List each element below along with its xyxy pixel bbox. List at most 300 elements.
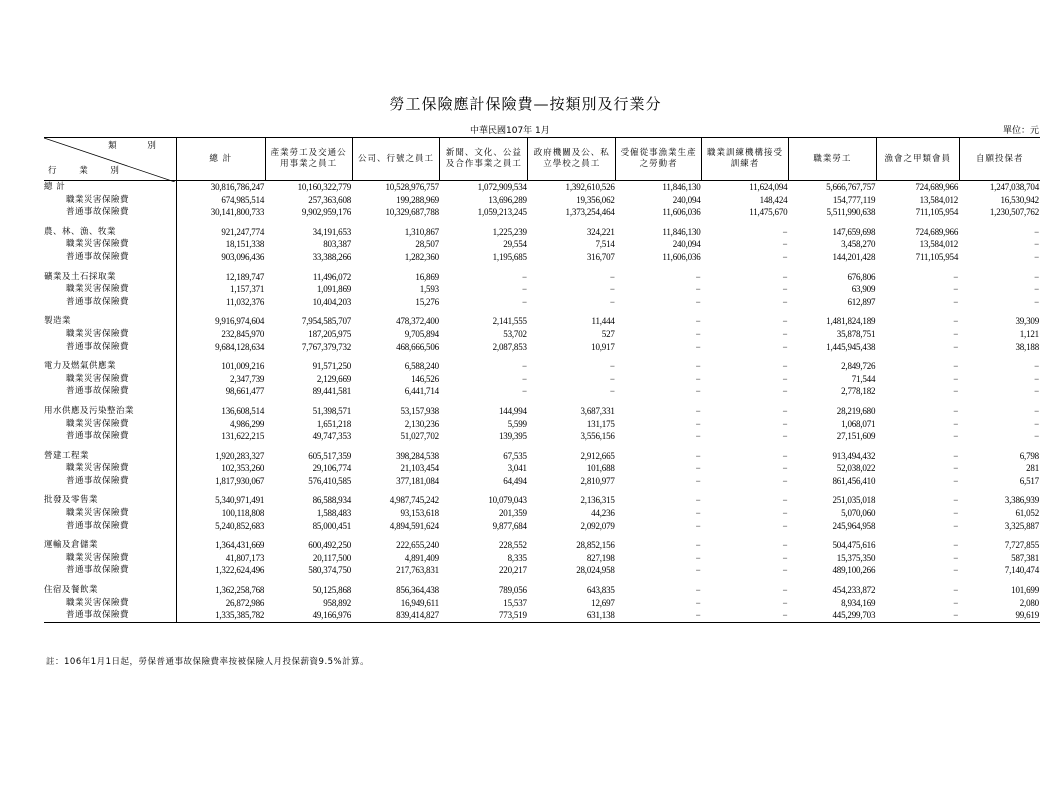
report-title: 勞工保險應計保險費—按類別及行業分 <box>389 95 662 113</box>
value-cell: − <box>695 405 701 416</box>
value-cell: 10,404,203 <box>312 296 352 307</box>
value-cell: 10,079,043 <box>488 495 527 506</box>
premium-type-row <box>44 552 1040 565</box>
spacer-cell <box>528 308 616 315</box>
industry-total-row <box>44 360 1040 373</box>
value-cell: 631,138 <box>528 609 616 622</box>
value-cell: − <box>953 405 959 416</box>
value-cell: 2,141,555 <box>492 316 527 327</box>
row-label: 農、林、漁、牧業 <box>44 226 176 239</box>
value-cell: 187,205,975 <box>308 328 352 339</box>
value-cell: 101,688 <box>586 463 615 474</box>
value-cell: 1,373,254,464 <box>565 207 615 218</box>
value-cell: − <box>1034 284 1039 295</box>
spacer-cell <box>702 532 789 539</box>
value-cell: 101,699 <box>1011 585 1039 596</box>
value-cell: 6,588,240 <box>404 361 439 372</box>
value-cell: 11,444 <box>591 316 615 327</box>
premium-type-row <box>44 430 1040 443</box>
value-cell: − <box>782 597 788 608</box>
row-label: 用水供應及污染整治業 <box>44 405 176 418</box>
value-cell: 3,325,887 <box>1004 520 1039 531</box>
value-cell: − <box>695 386 701 397</box>
value-cell: 6,517 <box>1019 475 1039 486</box>
value-cell: 13,696,289 <box>488 194 527 205</box>
value-cell: − <box>609 361 615 372</box>
spacer-cell <box>616 487 702 494</box>
value-cell: 1,072,909,534 <box>477 182 527 192</box>
spacer-cell <box>440 577 528 584</box>
row-label: 普通事故保險費 <box>44 564 176 577</box>
value-cell: 9,705,894 <box>404 328 439 339</box>
value-cell: 1,068,071 <box>841 418 876 429</box>
value-cell: − <box>782 373 788 384</box>
value-cell: 21,103,454 <box>400 463 439 474</box>
row-label: 職業災害保險費 <box>44 597 176 610</box>
col-header-fishermen-association: 漁會之甲類會員 <box>876 138 959 181</box>
group-spacer <box>44 532 1040 539</box>
value-cell: − <box>953 463 959 474</box>
spacer-cell <box>959 219 1040 226</box>
value-cell: 281 <box>1026 463 1039 474</box>
value-cell: − <box>782 431 788 442</box>
value-cell: − <box>953 431 959 442</box>
premium-type-row <box>44 328 1040 341</box>
value-cell: 199,288,969 <box>396 194 439 205</box>
value-cell: 600,492,250 <box>308 540 352 551</box>
value-cell: 16,530,942 <box>1000 194 1039 205</box>
value-cell: − <box>695 328 701 339</box>
row-label: 職業災害保險費 <box>44 418 176 431</box>
value-cell: 11,475,670 <box>749 207 788 218</box>
spacer-cell <box>876 398 959 405</box>
value-cell: 3,386,939 <box>1004 495 1039 506</box>
row-label: 普通事故保險費 <box>44 206 176 219</box>
value-cell: 131,622,215 <box>221 431 265 442</box>
spacer-cell <box>702 308 789 315</box>
spacer-cell <box>876 219 959 226</box>
value-cell: 86,588,934 <box>312 495 352 506</box>
value-cell: 1,651,218 <box>316 418 352 429</box>
value-cell: 6,798 <box>1019 450 1039 461</box>
spacer-cell <box>616 577 702 584</box>
spacer-cell <box>352 443 440 450</box>
value-cell: 4,891,409 <box>404 552 439 563</box>
value-cell: 4,987,745,242 <box>389 495 439 506</box>
value-cell: 8,335 <box>507 552 527 563</box>
spacer-cell <box>959 308 1040 315</box>
value-cell: 724,689,966 <box>915 182 959 192</box>
spacer-cell <box>265 308 352 315</box>
spacer-cell <box>528 487 616 494</box>
premium-table <box>44 137 1040 623</box>
spacer-cell <box>788 487 876 494</box>
value-cell: − <box>782 316 788 327</box>
spacer-cell <box>528 264 616 271</box>
spacer-cell <box>616 264 702 271</box>
value-cell: − <box>695 495 701 506</box>
premium-type-row <box>44 475 1040 488</box>
unit-label: 單位：元 <box>1002 126 1039 136</box>
value-cell: 1,230,507,762 <box>989 207 1039 218</box>
value-cell: − <box>876 609 959 622</box>
row-label: 職業災害保險費 <box>44 194 176 207</box>
value-cell: − <box>1034 251 1039 262</box>
value-cell: − <box>953 565 959 576</box>
value-cell: − <box>782 508 788 519</box>
spacer-cell <box>788 577 876 584</box>
value-cell: 6,441,714 <box>404 386 439 397</box>
value-cell: 445,299,703 <box>788 609 876 622</box>
value-cell: 89,441,581 <box>312 386 352 397</box>
value-cell: 10,917 <box>591 341 615 352</box>
value-cell: 29,554 <box>503 239 527 250</box>
spacer-cell <box>702 577 789 584</box>
value-cell: 144,201,428 <box>832 251 876 262</box>
value-cell: 131,175 <box>586 418 615 429</box>
value-cell: 50,125,868 <box>312 585 352 596</box>
value-cell: − <box>782 585 788 596</box>
spacer-cell <box>265 532 352 539</box>
value-cell: 724,689,966 <box>915 226 959 237</box>
value-cell: 2,849,726 <box>841 361 876 372</box>
value-cell: 1,157,371 <box>230 284 265 295</box>
value-cell: 11,846,130 <box>662 182 701 192</box>
spacer-cell <box>959 577 1040 584</box>
premium-type-row <box>44 564 1040 577</box>
value-cell: 489,100,266 <box>832 565 876 576</box>
row-label: 普通事故保險費 <box>44 251 176 264</box>
value-cell: 2,129,669 <box>316 373 352 384</box>
value-cell: − <box>695 597 701 608</box>
value-cell: − <box>953 284 959 295</box>
value-cell: − <box>1034 226 1039 237</box>
value-cell: 4,986,299 <box>230 418 265 429</box>
value-cell: 91,571,250 <box>312 361 352 372</box>
value-cell: − <box>782 251 788 262</box>
value-cell: − <box>953 540 959 551</box>
spacer-cell <box>876 532 959 539</box>
value-cell: 10,160,322,779 <box>297 182 352 192</box>
value-cell: 398,284,538 <box>396 450 439 461</box>
value-cell: 13,584,012 <box>919 239 959 250</box>
value-cell: 11,496,072 <box>312 271 352 282</box>
spacer-cell <box>44 219 176 226</box>
col-header-industrial: 產業勞工及交通公用事業之員工 <box>265 138 352 181</box>
value-cell: 612,897 <box>847 296 876 307</box>
value-cell: − <box>521 296 527 307</box>
value-cell: − <box>695 565 701 576</box>
value-cell: − <box>695 552 701 563</box>
row-label: 礦業及土石採取業 <box>44 271 176 284</box>
value-cell: 9,916,974,604 <box>215 316 265 327</box>
value-cell: − <box>1034 271 1039 282</box>
value-cell: 2,810,977 <box>580 475 615 486</box>
premium-type-row <box>44 520 1040 533</box>
spacer-cell <box>265 577 352 584</box>
group-spacer <box>44 577 1040 584</box>
value-cell: 3,687,331 <box>580 405 615 416</box>
row-label: 職業災害保險費 <box>44 552 176 565</box>
value-cell: 527 <box>601 328 615 339</box>
value-cell: 1,310,867 <box>404 226 439 237</box>
value-cell: 53,702 <box>503 328 527 339</box>
value-cell: − <box>782 540 788 551</box>
spacer-cell <box>440 219 528 226</box>
value-cell: 1,392,610,526 <box>565 182 615 192</box>
value-cell: − <box>782 405 788 416</box>
col-header-total: 總 計 <box>176 138 265 181</box>
premium-type-row <box>44 206 1040 219</box>
value-cell: − <box>953 475 959 486</box>
value-cell: 5,599 <box>507 418 527 429</box>
value-cell: − <box>953 495 959 506</box>
value-cell: 377,181,084 <box>396 475 439 486</box>
value-cell: − <box>695 431 701 442</box>
premium-type-row <box>44 418 1040 431</box>
spacer-cell <box>702 443 789 450</box>
value-cell: 1,225,239 <box>492 226 527 237</box>
spacer-cell <box>528 398 616 405</box>
spacer-cell <box>616 353 702 360</box>
value-cell: 49,747,353 <box>312 431 352 442</box>
value-cell: 139,395 <box>498 431 527 442</box>
value-cell: 3,458,270 <box>841 239 876 250</box>
value-cell: − <box>953 585 959 596</box>
value-cell: 52,038,022 <box>836 463 876 474</box>
value-cell: 1,121 <box>1019 328 1039 339</box>
value-cell: 9,902,959,176 <box>301 207 352 218</box>
value-cell: − <box>695 271 701 282</box>
value-cell: 1,195,685 <box>492 251 527 262</box>
group-spacer <box>44 443 1040 450</box>
spacer-cell <box>616 398 702 405</box>
value-cell: − <box>1034 431 1039 442</box>
value-cell: − <box>521 373 527 384</box>
value-cell: 1,593 <box>419 284 439 295</box>
value-cell: − <box>616 609 702 622</box>
spacer-cell <box>352 532 440 539</box>
value-cell: − <box>695 520 701 531</box>
spacer-cell <box>788 308 876 315</box>
spacer-cell <box>876 353 959 360</box>
spacer-cell <box>528 353 616 360</box>
value-cell: − <box>953 418 959 429</box>
row-label: 普通事故保險費 <box>44 430 176 443</box>
value-cell: − <box>695 450 701 461</box>
value-cell: 5,070,060 <box>841 508 876 519</box>
spacer-cell <box>788 532 876 539</box>
spacer-cell <box>616 308 702 315</box>
value-cell: − <box>1034 239 1039 250</box>
value-cell: 67,535 <box>503 450 527 461</box>
value-cell: 240,094 <box>672 239 701 250</box>
value-cell: 154,777,119 <box>832 194 876 205</box>
value-cell: 587,381 <box>1011 552 1039 563</box>
value-cell: 2,080 <box>1019 597 1039 608</box>
value-cell: − <box>609 271 615 282</box>
value-cell: 580,374,750 <box>308 565 352 576</box>
value-cell: 8,934,169 <box>841 597 876 608</box>
group-spacer <box>44 219 1040 226</box>
value-cell: 11,846,130 <box>662 226 701 237</box>
value-cell: 1,322,624,496 <box>215 565 265 576</box>
value-cell: 27,151,609 <box>836 431 876 442</box>
value-cell: 20,117,500 <box>312 552 352 563</box>
value-cell: − <box>782 552 788 563</box>
value-cell: − <box>782 463 788 474</box>
value-cell: 1,481,824,189 <box>826 316 876 327</box>
value-cell: 15,276 <box>415 296 439 307</box>
value-cell: 11,606,036 <box>662 251 701 262</box>
value-cell: 16,869 <box>415 271 439 282</box>
value-cell: 44,236 <box>591 508 615 519</box>
row-label: 運輸及倉儲業 <box>44 539 176 552</box>
value-cell: 18,151,338 <box>225 239 265 250</box>
value-cell: 5,340,971,491 <box>215 495 265 506</box>
spacer-cell <box>702 487 789 494</box>
value-cell: 41,807,173 <box>225 552 265 563</box>
value-cell: 146,526 <box>411 373 439 384</box>
spacer-cell <box>702 398 789 405</box>
value-cell: − <box>953 597 959 608</box>
spacer-cell <box>702 219 789 226</box>
col-header-government: 政府機關及公、私立學校之員工 <box>528 138 616 181</box>
value-cell: 7,954,585,707 <box>301 316 352 327</box>
row-label: 普通事故保險費 <box>44 520 176 533</box>
value-cell: 861,456,410 <box>832 475 876 486</box>
row-label: 職業災害保險費 <box>44 373 176 386</box>
value-cell: 28,219,680 <box>836 405 876 416</box>
premium-type-row <box>44 385 1040 398</box>
value-cell: 827,198 <box>586 552 615 563</box>
premium-type-row <box>44 597 1040 610</box>
header-row <box>44 138 1040 181</box>
value-cell: − <box>953 450 959 461</box>
value-cell: 11,032,376 <box>226 296 265 307</box>
value-cell: 148,424 <box>759 194 788 205</box>
value-cell: 856,364,438 <box>396 585 439 596</box>
spacer-cell <box>959 353 1040 360</box>
value-cell: 711,105,954 <box>915 251 959 262</box>
value-cell: 240,094 <box>672 194 701 205</box>
value-cell: − <box>782 284 788 295</box>
value-cell: 789,056 <box>498 585 527 596</box>
value-cell: 1,364,431,669 <box>215 540 265 551</box>
value-cell: 839,414,827 <box>352 609 440 622</box>
value-cell: 19,356,062 <box>576 194 615 205</box>
spacer-cell <box>440 308 528 315</box>
value-cell: 1,588,483 <box>316 508 352 519</box>
value-cell: 2,912,665 <box>580 450 615 461</box>
value-cell: 136,608,514 <box>221 405 265 416</box>
value-cell: − <box>609 386 615 397</box>
value-cell: 201,359 <box>498 508 527 519</box>
value-cell: 9,684,128,634 <box>215 341 265 352</box>
value-cell: 7,767,379,732 <box>301 341 352 352</box>
row-label: 批發及零售業 <box>44 494 176 507</box>
value-cell: 10,329,687,788 <box>385 207 439 218</box>
row-label: 製造業 <box>44 315 176 328</box>
value-cell: − <box>782 328 788 339</box>
spacer-cell <box>265 398 352 405</box>
value-cell: 576,410,585 <box>308 475 352 486</box>
value-cell: − <box>695 373 701 384</box>
spacer-cell <box>788 398 876 405</box>
spacer-cell <box>352 487 440 494</box>
industry-total-row <box>44 226 1040 239</box>
row-label: 職業災害保險費 <box>44 328 176 341</box>
spacer-cell <box>176 398 265 405</box>
value-cell: 49,166,976 <box>265 609 352 622</box>
value-cell: − <box>953 508 959 519</box>
value-cell: 147,659,698 <box>832 226 876 237</box>
spacer-cell <box>959 443 1040 450</box>
row-label: 普通事故保險費 <box>44 341 176 354</box>
value-cell: 144,994 <box>498 405 527 416</box>
value-cell: 2,347,739 <box>230 373 265 384</box>
value-cell: − <box>695 508 701 519</box>
value-cell: 468,666,506 <box>396 341 439 352</box>
spacer-cell <box>959 398 1040 405</box>
spacer-cell <box>176 532 265 539</box>
value-cell: 222,655,240 <box>396 540 439 551</box>
value-cell: 3,556,156 <box>580 431 615 442</box>
row-label: 普通事故保險費 <box>44 385 176 398</box>
spacer-cell <box>616 532 702 539</box>
value-cell: − <box>695 296 701 307</box>
premium-type-row <box>44 373 1040 386</box>
value-cell: − <box>695 341 701 352</box>
value-cell: 2,130,236 <box>404 418 439 429</box>
value-cell: − <box>609 296 615 307</box>
spacer-cell <box>616 443 702 450</box>
spacer-cell <box>44 577 176 584</box>
value-cell: − <box>1034 373 1039 384</box>
value-cell: − <box>695 284 701 295</box>
spacer-cell <box>352 308 440 315</box>
row-label: 普通事故保險費 <box>44 475 176 488</box>
spacer-cell <box>176 577 265 584</box>
spacer-cell <box>876 577 959 584</box>
corner-header <box>44 138 176 181</box>
industry-total-row <box>44 584 1040 597</box>
spacer-cell <box>44 443 176 450</box>
value-cell: 30,816,786,247 <box>210 182 265 192</box>
value-cell: − <box>953 296 959 307</box>
value-cell: 61,052 <box>1015 508 1039 519</box>
value-cell: 28,024,958 <box>576 565 615 576</box>
value-cell: 251,035,018 <box>832 495 876 506</box>
value-cell: 643,835 <box>586 585 615 596</box>
value-cell: 2,092,079 <box>580 520 615 531</box>
value-cell: − <box>953 316 959 327</box>
premium-type-row <box>44 283 1040 296</box>
spacer-cell <box>265 443 352 450</box>
col-header-voluntary: 自願投保者 <box>959 138 1040 181</box>
value-cell: − <box>521 361 527 372</box>
value-cell: − <box>695 361 701 372</box>
value-cell: 38,188 <box>1015 341 1039 352</box>
value-cell: 1,282,360 <box>404 251 439 262</box>
group-spacer <box>44 264 1040 271</box>
value-cell: 85,000,451 <box>312 520 352 531</box>
value-cell: − <box>782 239 788 250</box>
value-cell: − <box>1034 405 1039 416</box>
value-cell: 605,517,359 <box>308 450 352 461</box>
value-cell: − <box>695 475 701 486</box>
row-label: 職業災害保險費 <box>44 283 176 296</box>
